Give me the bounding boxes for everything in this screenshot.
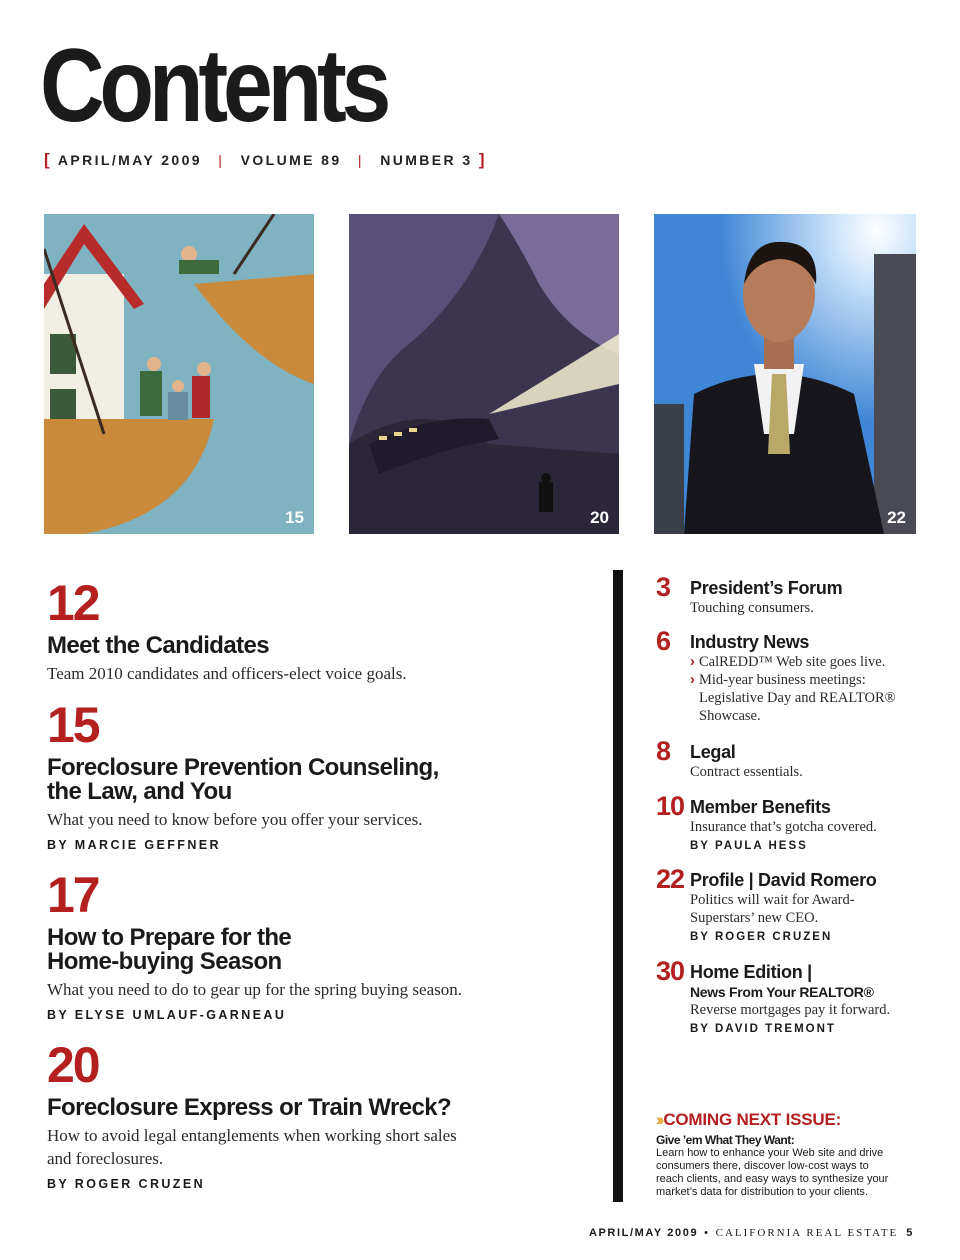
- feature-page-number: 12: [47, 575, 99, 631]
- feature-page-number: 15: [47, 697, 99, 753]
- separator: |: [357, 152, 364, 168]
- footer-issue: APRIL/MAY 2009: [588, 1227, 699, 1239]
- feature-description: What you need to do to gear up for the spring buying season.: [47, 980, 462, 999]
- department-title: Home Edition |: [690, 962, 812, 982]
- department-page-number: 3: [656, 572, 671, 602]
- feature-image-train[interactable]: [349, 214, 619, 534]
- feature-title-line: Home-buying Season: [47, 948, 282, 975]
- department-item[interactable]: [656, 628, 926, 725]
- feature-title-line: the Law, and You: [47, 778, 232, 805]
- separator: |: [218, 152, 225, 168]
- next-issue-text-line: reach clients, and easy ways to synthesize your: [656, 1173, 889, 1185]
- feature-item[interactable]: [47, 697, 587, 852]
- feature-byline: BY MARCIE GEFFNER: [47, 838, 221, 852]
- department-bullet-continued: [690, 689, 926, 707]
- contents-title: Contents: [40, 28, 387, 144]
- issue-date: APRIL/MAY 2009: [57, 152, 202, 168]
- double-chevron-icon: ››: [656, 1110, 662, 1129]
- issue-info: [44, 150, 487, 170]
- illustration-house-boats-icon: [44, 214, 314, 534]
- department-item[interactable]: [656, 738, 926, 781]
- bullet-text: Mid-year business meetings:: [699, 672, 866, 688]
- department-byline: BY PAULA HESS: [690, 840, 808, 852]
- department-title: Legal: [690, 742, 736, 762]
- feature-title: [47, 1096, 587, 1120]
- feature-title-line: Foreclosure Express or Train Wreck?: [47, 1094, 452, 1121]
- next-issue-text-line: consumers there, discover low-cost ways to: [656, 1160, 869, 1172]
- page-footer: [589, 1227, 914, 1239]
- chevron-right-icon: ›: [690, 654, 695, 670]
- bullet-text: CalREDD™ Web site goes live.: [699, 654, 886, 670]
- department-page-number: 10: [656, 791, 685, 821]
- feature-item[interactable]: [47, 1037, 587, 1191]
- department-page-number: 30: [656, 956, 685, 986]
- feature-page-number: 17: [47, 867, 99, 923]
- department-title: Profile | David Romero: [690, 870, 877, 890]
- department-page-number: 8: [656, 736, 671, 766]
- department-description: Contract essentials.: [690, 764, 803, 780]
- photo-page-number: 22: [887, 508, 906, 527]
- chevron-right-icon: ›: [690, 672, 695, 688]
- department-bullet: [690, 671, 926, 689]
- feature-title-line: Foreclosure Prevention Counseling,: [47, 754, 439, 781]
- column-divider: [613, 570, 623, 1202]
- next-issue-text: [656, 1147, 916, 1199]
- bullet-text: Legislative Day and REALTOR®: [699, 690, 896, 706]
- feature-title: [47, 926, 587, 974]
- feature-description-line: How to avoid legal entanglements when working short sales: [47, 1126, 457, 1145]
- next-issue-box: [656, 1110, 916, 1199]
- issue-number: NUMBER 3: [380, 152, 473, 168]
- next-issue-subtitle: Give ’em What They Want:: [656, 1133, 795, 1147]
- footer-page-number: 5: [906, 1227, 914, 1239]
- department-item[interactable]: [656, 793, 926, 852]
- department-page-number: 6: [656, 626, 671, 656]
- department-title: Member Benefits: [690, 797, 831, 817]
- department-description: Insurance that’s gotcha covered.: [690, 819, 877, 835]
- feature-byline: BY ROGER CRUZEN: [47, 1177, 206, 1191]
- feature-item[interactable]: [47, 867, 587, 1022]
- next-issue-heading-text: COMING NEXT ISSUE:: [663, 1110, 842, 1129]
- department-description-line: Superstars’ new CEO.: [690, 910, 819, 926]
- department-description: Reverse mortgages pay it forward.: [690, 1002, 891, 1018]
- feature-title: [47, 634, 587, 658]
- next-issue-heading: [656, 1110, 916, 1130]
- department-title: Industry News: [690, 632, 810, 652]
- bracket-right: ]: [478, 150, 487, 169]
- department-page-number: 22: [656, 864, 685, 894]
- department-bullet: [690, 653, 926, 671]
- photo-page-number: 20: [590, 508, 609, 527]
- feature-description: [47, 1124, 587, 1170]
- feature-description: Team 2010 candidates and officers-elect voice goals.: [47, 664, 407, 683]
- feature-description-line: and foreclosures.: [47, 1149, 164, 1168]
- department-byline: BY DAVID TREMONT: [690, 1023, 836, 1035]
- feature-title-line: How to Prepare for the: [47, 924, 292, 951]
- feature-title-line: Meet the Candidates: [47, 632, 269, 659]
- issue-volume: VOLUME 89: [240, 152, 342, 168]
- footer-bullet: •: [704, 1227, 710, 1239]
- department-subtitle: News From Your REALTOR®: [690, 984, 874, 1000]
- feature-item[interactable]: [47, 575, 587, 685]
- feature-page-number: 20: [47, 1037, 99, 1093]
- feature-image-portrait[interactable]: [654, 214, 916, 534]
- department-item[interactable]: [656, 958, 926, 1035]
- footer-publication: CALIFORNIA REAL ESTATE: [715, 1227, 899, 1239]
- department-title: President’s Forum: [690, 578, 843, 598]
- portrait-photo-icon: [654, 214, 916, 534]
- bullet-text: Showcase.: [699, 708, 761, 724]
- department-byline: BY ROGER CRUZEN: [690, 931, 833, 943]
- feature-image-house-boats[interactable]: [44, 214, 314, 534]
- department-description: Touching consumers.: [690, 600, 814, 616]
- feature-title: [47, 756, 587, 804]
- department-item[interactable]: [656, 866, 926, 943]
- department-item[interactable]: [656, 574, 926, 617]
- illustration-train-wreck-icon: [349, 214, 619, 534]
- next-issue-text-line: market’s data for distribution to your clients.: [656, 1186, 868, 1198]
- next-issue-text-line: Learn how to enhance your Web site and drive: [656, 1147, 884, 1159]
- feature-description: What you need to know before you offer your services.: [47, 810, 423, 829]
- department-description: [690, 891, 926, 927]
- department-bullet-continued: [690, 707, 926, 725]
- feature-byline: BY ELYSE UMLAUF-GARNEAU: [47, 1008, 287, 1022]
- bracket-left: [: [44, 150, 53, 169]
- department-description-line: Politics will wait for Award-: [690, 892, 855, 908]
- photo-page-number: 15: [285, 508, 304, 527]
